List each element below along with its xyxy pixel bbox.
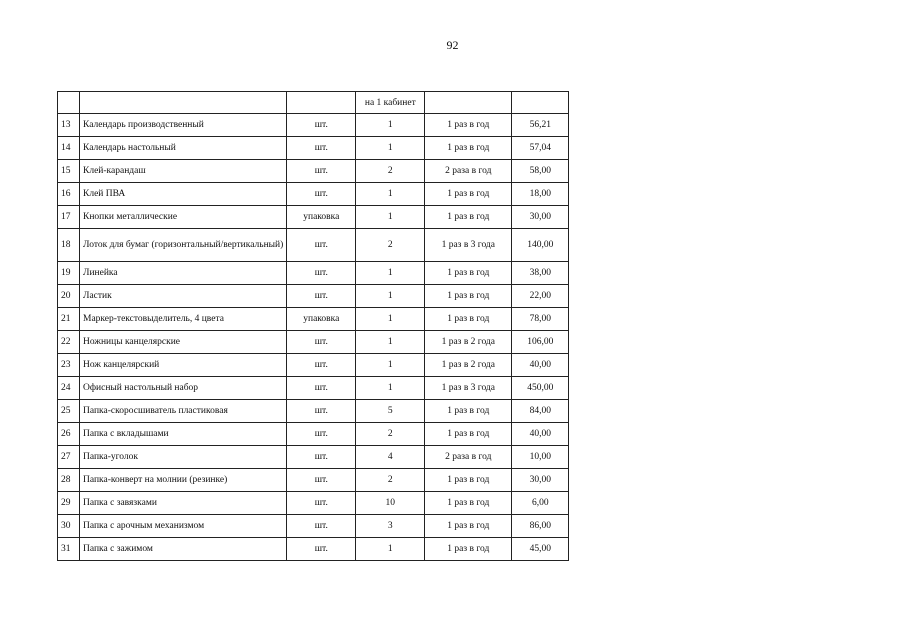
cell-period: 1 раз в год [425,262,512,285]
cell-number: 27 [58,446,80,469]
cell-item-name: Папка-конверт на молнии (резинке) [80,469,287,492]
cell-item-name: Ножницы канцелярские [80,331,287,354]
cell-item-name: Клей ПВА [80,183,287,206]
cell-item-name: Ластик [80,285,287,308]
cell-number: 17 [58,206,80,229]
cell-number: 21 [58,308,80,331]
cell-number: 24 [58,377,80,400]
cell-unit: шт. [287,400,356,423]
cell-period: 1 раз в 3 года [425,377,512,400]
cell-unit: шт. [287,114,356,137]
cell-price: 38,00 [512,262,569,285]
cell-item-name: Кнопки металлические [80,206,287,229]
cell-quantity: 1 [356,538,425,561]
cell-quantity: 2 [356,160,425,183]
cell-period: 2 раза в год [425,446,512,469]
cell-price: 40,00 [512,354,569,377]
table-row [58,538,569,561]
cell-period: 1 раз в год [425,285,512,308]
cell-item-name: Лоток для бумаг (горизонтальный/вертикальный) [80,229,287,262]
cell-item-name: Маркер-текстовыделитель, 4 цвета [80,308,287,331]
table-row [58,377,569,400]
cell-unit: шт. [287,469,356,492]
cell-quantity: 1 [356,331,425,354]
table-row [58,160,569,183]
table-row [58,354,569,377]
cell-unit: шт. [287,183,356,206]
cell-number: 19 [58,262,80,285]
cell-item-name: Офисный настольный набор [80,377,287,400]
cell-quantity: 1 [356,114,425,137]
cell-unit: шт. [287,160,356,183]
cell-unit: шт. [287,538,356,561]
table-row [58,262,569,285]
cell-number: 18 [58,229,80,262]
cell-number: 25 [58,400,80,423]
table-row [58,423,569,446]
cell-period: 1 раз в год [425,206,512,229]
table-row [58,114,569,137]
cell-price: 18,00 [512,183,569,206]
cell-price: 106,00 [512,331,569,354]
table-row [58,285,569,308]
table-row [58,137,569,160]
cell-period: 2 раза в год [425,160,512,183]
cell-quantity: 2 [356,229,425,262]
cell-period: 1 раз в год [425,308,512,331]
cell-unit: шт. [287,423,356,446]
table-row [58,229,569,262]
cell-price: 30,00 [512,206,569,229]
header-cell-price [512,92,569,114]
cell-price: 6,00 [512,492,569,515]
table-row [58,446,569,469]
cell-number: 31 [58,538,80,561]
cell-period: 1 раз в год [425,492,512,515]
cell-quantity: 5 [356,400,425,423]
table-row [58,492,569,515]
cell-period: 1 раз в 2 года [425,331,512,354]
cell-quantity: 1 [356,377,425,400]
cell-item-name: Папка с вкладышами [80,423,287,446]
cell-number: 13 [58,114,80,137]
table-row [58,515,569,538]
cell-price: 86,00 [512,515,569,538]
header-cell-name [80,92,287,114]
cell-unit: шт. [287,229,356,262]
cell-price: 57,04 [512,137,569,160]
cell-period: 1 раз в год [425,515,512,538]
cell-unit: шт. [287,262,356,285]
header-cell-unit [287,92,356,114]
cell-quantity: 10 [356,492,425,515]
table-row [58,308,569,331]
cell-quantity: 1 [356,137,425,160]
page-number: 92 [446,38,459,52]
cell-unit: шт. [287,354,356,377]
cell-unit: шт. [287,515,356,538]
cell-item-name: Папка-скоросшиватель пластиковая [80,400,287,423]
cell-period: 1 раз в год [425,538,512,561]
cell-number: 14 [58,137,80,160]
cell-quantity: 2 [356,423,425,446]
cell-price: 56,21 [512,114,569,137]
cell-quantity: 1 [356,285,425,308]
cell-price: 30,00 [512,469,569,492]
cell-period: 1 раз в 2 года [425,354,512,377]
cell-number: 29 [58,492,80,515]
cell-unit: шт. [287,331,356,354]
cell-period: 1 раз в год [425,137,512,160]
table-row [58,183,569,206]
cell-unit: шт. [287,446,356,469]
cell-quantity: 2 [356,469,425,492]
cell-price: 78,00 [512,308,569,331]
table-row [58,206,569,229]
cell-number: 20 [58,285,80,308]
table-body [58,92,569,561]
cell-unit: шт. [287,492,356,515]
cell-price: 40,00 [512,423,569,446]
cell-item-name: Папка с завязками [80,492,287,515]
cell-item-name: Папка-уголок [80,446,287,469]
table-row [58,400,569,423]
cell-unit: упаковка [287,206,356,229]
cell-period: 1 раз в год [425,423,512,446]
cell-quantity: 3 [356,515,425,538]
cell-unit: шт. [287,137,356,160]
cell-quantity: 4 [356,446,425,469]
cell-number: 23 [58,354,80,377]
cell-item-name: Папка с арочным механизмом [80,515,287,538]
cell-price: 140,00 [512,229,569,262]
cell-price: 22,00 [512,285,569,308]
cell-quantity: 1 [356,262,425,285]
cell-period: 1 раз в год [425,400,512,423]
cell-quantity: 1 [356,308,425,331]
table-header-row [58,92,569,114]
cell-number: 26 [58,423,80,446]
cell-item-name: Календарь производственный [80,114,287,137]
supplies-table [57,91,569,561]
cell-number: 22 [58,331,80,354]
header-cell-period [425,92,512,114]
cell-price: 450,00 [512,377,569,400]
cell-price: 84,00 [512,400,569,423]
cell-number: 15 [58,160,80,183]
cell-item-name: Линейка [80,262,287,285]
header-cell-qty: на 1 кабинет [356,92,425,114]
cell-price: 45,00 [512,538,569,561]
table-row [58,331,569,354]
cell-unit: шт. [287,285,356,308]
cell-price: 10,00 [512,446,569,469]
cell-number: 28 [58,469,80,492]
cell-period: 1 раз в год [425,469,512,492]
cell-item-name: Календарь настольный [80,137,287,160]
cell-period: 1 раз в год [425,183,512,206]
cell-period: 1 раз в год [425,114,512,137]
cell-unit: упаковка [287,308,356,331]
cell-unit: шт. [287,377,356,400]
cell-period: 1 раз в 3 года [425,229,512,262]
cell-quantity: 1 [356,183,425,206]
cell-number: 16 [58,183,80,206]
cell-item-name: Нож канцелярский [80,354,287,377]
table-row [58,469,569,492]
cell-price: 58,00 [512,160,569,183]
cell-item-name: Клей-карандаш [80,160,287,183]
cell-number: 30 [58,515,80,538]
header-cell-num [58,92,80,114]
cell-quantity: 1 [356,354,425,377]
cell-quantity: 1 [356,206,425,229]
cell-item-name: Папка с зажимом [80,538,287,561]
